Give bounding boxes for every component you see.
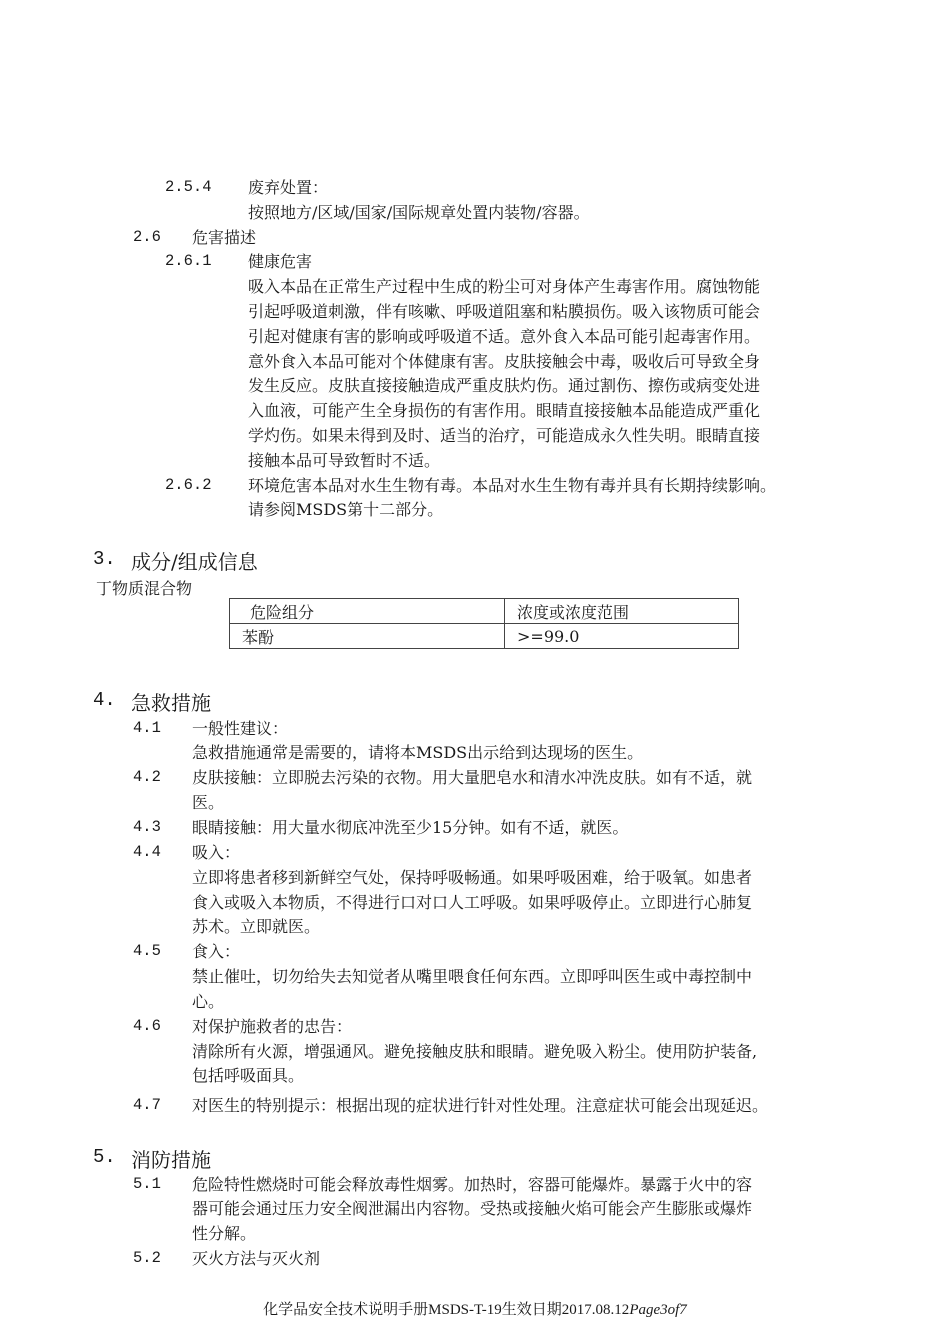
item-number: 4.7 (133, 1096, 161, 1114)
item-number: 4.3 (133, 818, 161, 836)
section-title: 废弃处置： (248, 178, 329, 197)
item-line: 性分解。 (192, 1224, 257, 1243)
item-line: 立即将患者移到新鲜空气处，保持呼吸畅通。如果呼吸困难，给于吸氧。如患者 (192, 868, 753, 887)
subheading: 丁物质混合物 (96, 579, 193, 598)
paragraph-line: 吸入本品在正常生产过程中生成的粉尘可对身体产生毒害作用。腐蚀物能 (248, 277, 761, 296)
section-number: 2.5.4 (165, 178, 212, 196)
item-number: 4.4 (133, 843, 161, 861)
page-footer (0, 1298, 950, 1319)
paragraph-line: 请参阅MSDS第十二部分。 (248, 500, 444, 519)
item-line: 食入： (192, 942, 241, 961)
item-line: 危险特性燃烧时可能会释放毒性烟雾。加热时，容器可能爆炸。暴露于火中的容 (192, 1175, 753, 1194)
item-line: 一般性建议： (192, 719, 289, 738)
table-header-cell: 浓度或浓度范围 (505, 599, 739, 624)
heading-number: 5. (93, 1146, 116, 1168)
item-number: 5.1 (133, 1175, 161, 1193)
heading-title: 消防措施 (131, 1148, 211, 1172)
composition-table (229, 598, 739, 649)
section-number: 2.6.2 (165, 476, 212, 494)
table-cell: >=99.0 (505, 624, 739, 649)
item-number: 5.2 (133, 1249, 161, 1267)
paragraph-line: 引起呼吸道刺激，伴有咳嗽、呼吸道阻塞和粘膜损伤。吸入该物质可能会 (248, 302, 761, 321)
item-line: 对医生的特别提示：根据出现的症状进行针对性处理。注意症状可能会出现延迟。 (192, 1096, 769, 1115)
item-line: 食入或吸入本物质，不得进行口对口人工呼吸。如果呼吸停止。立即进行心肺复 (192, 893, 753, 912)
section-number: 2.6.1 (165, 252, 212, 270)
section-title: 危害描述 (192, 228, 257, 247)
item-line: 禁止催吐，切勿给失去知觉者从嘴里喂食任何东西。立即呼叫医生或中毒控制中 (192, 967, 753, 986)
section-title: 健康危害 (248, 252, 313, 271)
paragraph-line: 意外食入本品可能对个体健康有害。皮肤接触会中毒，吸收后可导致全身 (248, 352, 761, 371)
item-line: 包括呼吸面具。 (192, 1066, 305, 1085)
footer-text: 化学品安全技术说明手册MSDS-T-19生效日期2017.08.12 (263, 1302, 630, 1318)
heading-title: 急救措施 (131, 691, 211, 715)
item-line: 急救措施通常是需要的，请将本MSDS出示给到达现场的医生。 (192, 743, 644, 762)
paragraph-line: 学灼伤。如果未得到及时、适当的治疗，可能造成永久性失明。眼睛直接 (248, 426, 761, 445)
table-row (230, 624, 739, 649)
paragraph-line: 入血液，可能产生全身损伤的有害作用。眼睛直接接触本品能造成严重化 (248, 401, 761, 420)
section-number: 2.6 (133, 228, 161, 246)
item-number: 4.6 (133, 1017, 161, 1035)
paragraph-line: 发生反应。皮肤直接接触造成严重皮肤灼伤。通过割伤、擦伤或病变处进 (248, 376, 761, 395)
item-line: 苏术。立即就医。 (192, 917, 321, 936)
paragraph-line: 环境危害本品对水生生物有毒。本品对水生生物有毒并具有长期持续影响。 (248, 476, 777, 495)
item-line: 医。 (192, 793, 225, 812)
heading-title: 成分/组成信息 (131, 550, 258, 574)
page-number: Page3of7 (629, 1302, 687, 1318)
heading-number: 3. (93, 548, 116, 570)
section-body: 按照地方/区域/国家/国际规章处置内装物/容器。 (248, 203, 590, 222)
item-number: 4.2 (133, 768, 161, 786)
item-line: 吸入： (192, 843, 241, 862)
item-line: 心。 (192, 992, 225, 1011)
paragraph-line: 接触本品可导致暂时不适。 (248, 451, 441, 470)
heading-number: 4. (93, 689, 116, 711)
table-header-cell: 危险组分 (230, 599, 505, 624)
item-line: 对保护施救者的忠告： (192, 1017, 353, 1036)
item-line: 眼睛接触：用大量水彻底冲洗至少15分钟。如有不适，就医。 (192, 818, 629, 837)
item-line: 清除所有火源，增强通风。避免接触皮肤和眼睛。避免吸入粉尘。使用防护装备, (192, 1042, 758, 1061)
item-number: 4.1 (133, 719, 161, 737)
item-line: 皮肤接触：立即脱去污染的衣物。用大量肥皂水和清水冲洗皮肤。如有不适，就 (192, 768, 753, 787)
item-line: 器可能会通过压力安全阀泄漏出内容物。受热或接触火焰可能会产生膨胀或爆炸 (192, 1199, 753, 1218)
table-cell: 苯酚 (230, 624, 505, 649)
item-number: 4.5 (133, 942, 161, 960)
item-line: 灭火方法与灭火剂 (192, 1249, 321, 1268)
paragraph-line: 引起对健康有害的影响或呼吸道不适。意外食入本品可能引起毒害作用。 (248, 327, 761, 346)
table-header-row (230, 599, 739, 624)
